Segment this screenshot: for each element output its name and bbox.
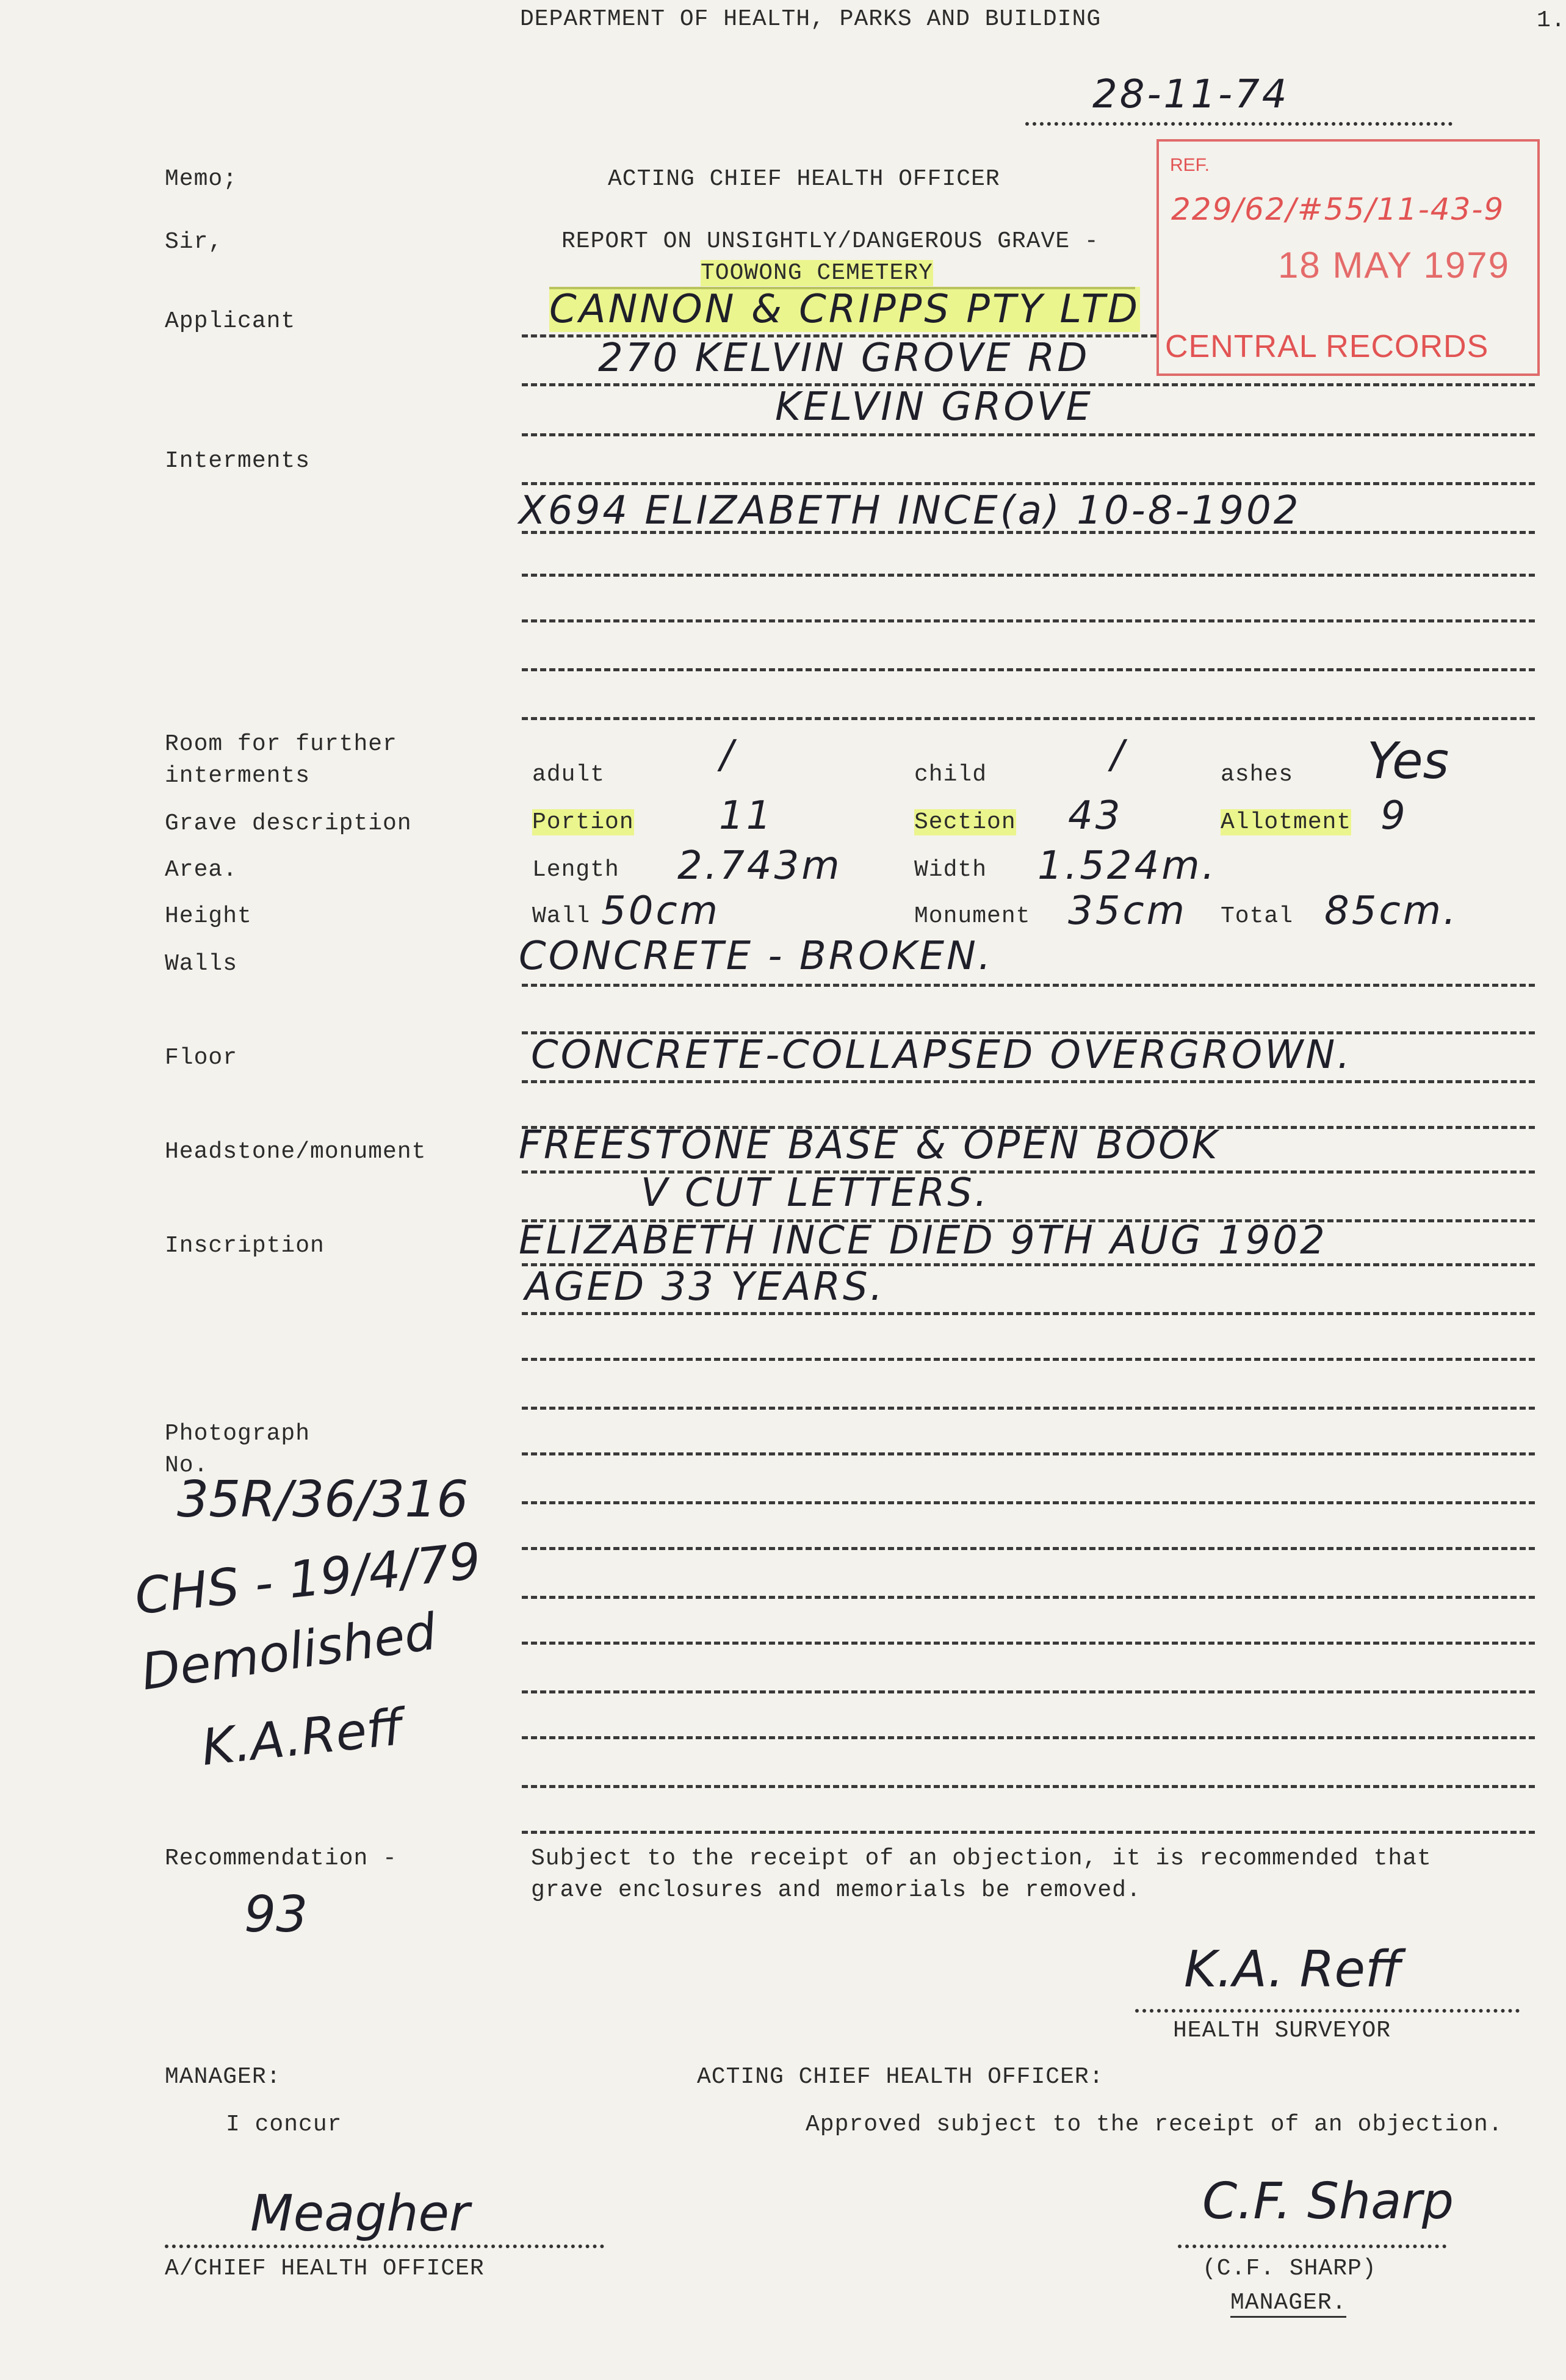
photograph-no-label: No. [165,1452,209,1479]
applicant-line-1: CANNON & CRIPPS PTY LTD [549,287,1141,332]
inscription-line-1: ELIZABETH INCE DIED 9TH AUG 1902 [519,1218,1327,1263]
height-label: Height [165,903,252,929]
rule [522,574,1535,577]
rule [522,482,1535,485]
room-label-2: interments [165,763,311,789]
length-value: 2.743m [677,843,842,889]
child-label: child [914,762,987,788]
manager-label: MANAGER: [165,2064,281,2090]
interment-entry: X694 ELIZABETH INCE(a) 10-8-1902 [519,488,1301,533]
acting-signature: C.F. Sharp [1202,2173,1454,2230]
walls-label: Walls [165,951,238,977]
inscription-label: Inscription [165,1233,325,1259]
central-records-stamp [1156,139,1540,376]
rule [522,984,1535,987]
inscription-line-2: AGED 33 YEARS. [525,1264,885,1310]
rule [522,1547,1535,1550]
interments-label: Interments [165,448,311,474]
applicant-line-3: KELVIN GROVE [775,384,1093,430]
demolition-date-note: CHS - 19/4/79 [132,1532,484,1626]
monument-label: Monument [914,903,1031,929]
adult-value: / [720,732,736,777]
headstone-label: Headstone/monument [165,1139,427,1165]
child-value: / [1111,732,1127,777]
stamp-date: 18 MAY 1979 [1278,245,1510,286]
length-label: Length [532,857,619,883]
manager-signature: Meagher [250,2185,470,2243]
acting-signature-line [1178,2245,1446,2248]
rule [522,1080,1535,1083]
sir-label: Sir, [165,229,223,255]
allotment-label: Allotment [1221,809,1352,835]
rule [522,1407,1535,1410]
width-label: Width [914,857,987,883]
rule [522,1736,1535,1739]
a-chief-health-officer: A/CHIEF HEALTH OFFICER [165,2256,485,2282]
photograph-initials: K.A.Reff [198,1698,406,1777]
portion-label: Portion [532,809,634,835]
rule [522,1312,1535,1315]
rule [522,433,1535,436]
width-value: 1.524m. [1037,843,1217,889]
acting-officer-name: (C.F. SHARP) [1202,2256,1377,2282]
memo-label: Memo; [165,166,238,192]
allotment-value: 9 [1380,793,1408,838]
demolished-note: Demolished [137,1603,440,1702]
ashes-value: Yes [1367,732,1449,790]
rule [522,717,1535,720]
addressee: ACTING CHIEF HEALTH OFFICER [608,166,1000,192]
stamp-ref-label: REF. [1170,155,1210,175]
ashes-label: ashes [1221,762,1294,788]
total-value: 85cm. [1324,889,1459,934]
recommendation-label: Recommendation - [165,1845,397,1872]
acting-officer-title: MANAGER. [1230,2290,1346,2318]
grave-label: Grave description [165,810,412,837]
photograph-number: 35R/36/316 [177,1471,469,1529]
rule [522,1358,1535,1361]
subject-line-2: TOOWONG CEMETERY [701,260,933,286]
stamp-ref-number: 229/62/#55/11-43-9 [1171,192,1505,227]
rule [522,531,1535,534]
concur-text: I concur [226,2111,342,2138]
floor-value: CONCRETE-COLLAPSED OVERGROWN. [531,1033,1352,1078]
rule [522,1501,1535,1504]
rule [522,1642,1535,1645]
approved-text: Approved subject to the receipt of an objection. [806,2111,1503,2138]
manager-signature-line [165,2245,604,2248]
date-dotted-line [1025,122,1452,126]
room-label-1: Room for further [165,731,397,757]
subject-line-1: REPORT ON UNSIGHTLY/DANGEROUS GRAVE - [561,228,1099,254]
surveyor-signature: K.A. Reff [1184,1941,1402,1999]
rule [522,1690,1535,1693]
rule [522,1831,1535,1834]
surveyor-signature-line [1135,2009,1520,2013]
floor-label: Floor [165,1045,238,1071]
department-header: DEPARTMENT OF HEALTH, PARKS AND BUILDING [520,6,1102,32]
headstone-line-1: FREESTONE BASE & OPEN BOOK [519,1123,1220,1168]
rule [522,1452,1535,1455]
rule [522,1785,1535,1788]
photograph-label: Photograph [165,1421,311,1447]
report-date: 28-11-74 [1092,72,1290,117]
rule [522,619,1535,622]
recommendation-text-2: grave enclosures and memorials be removed. [531,1877,1141,1903]
wall-label: Wall [532,903,591,929]
walls-value: CONCRETE - BROKEN. [519,934,994,979]
applicant-label: Applicant [165,308,296,334]
applicant-line-2: 270 KELVIN GROVE RD [598,336,1090,381]
wall-value: 50cm [601,889,720,934]
monument-value: 35cm [1068,889,1187,934]
stamp-office: CENTRAL RECORDS [1165,329,1489,364]
headstone-line-2: V CUT LETTERS. [641,1170,990,1216]
portion-value: 11 [719,793,774,838]
recommendation-number: 93 [244,1886,308,1944]
acting-officer-label: ACTING CHIEF HEALTH OFFICER: [697,2064,1104,2090]
rule [522,1596,1535,1599]
rule [522,668,1535,671]
page-number: 1. [1537,7,1566,34]
section-label: Section [914,809,1016,835]
area-label: Area. [165,857,238,883]
total-label: Total [1221,903,1294,929]
adult-label: adult [532,762,605,788]
section-value: 43 [1068,793,1123,838]
surveyor-title: HEALTH SURVEYOR [1173,2018,1391,2044]
recommendation-text-1: Subject to the receipt of an objection, it is recommended that [531,1845,1432,1872]
